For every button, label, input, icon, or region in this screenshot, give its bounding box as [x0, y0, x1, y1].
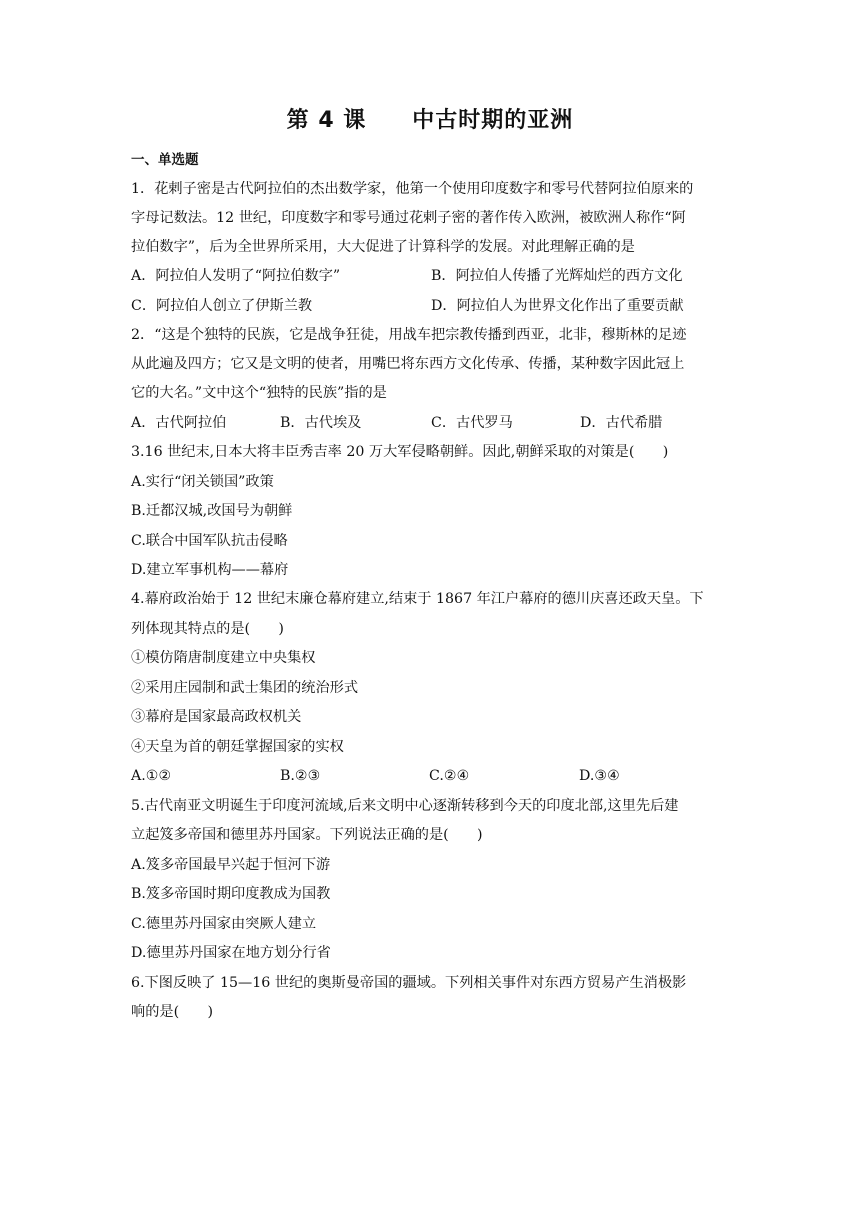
- q4-item-3: ③幕府是国家最高政权机关: [131, 709, 302, 725]
- q2-line-3: 它的大名。”文中这个“独特的民族”指的是: [131, 385, 387, 401]
- page-title: 第 4 课 中古时期的亚洲: [286, 108, 574, 133]
- q6-line-1: 6.下图反映了 15—16 世纪的奥斯曼帝国的疆域。下列相关事件对东西方贸易产生消极影: [131, 975, 687, 991]
- q4-line-2: 列体现其特点的是( ): [131, 621, 284, 637]
- q3-option-b: B.迁都汉城,改国号为朝鲜: [131, 503, 293, 519]
- q5-option-c: C.德里苏丹国家由突厥人建立: [131, 916, 317, 932]
- q5-option-a: A.笈多帝国最早兴起于恒河下游: [131, 857, 331, 873]
- q1-line-2: 字母记数法。12 世纪，印度数字和零号通过花剌子密的著作传入欧洲，被欧洲人称作“阿: [131, 210, 686, 226]
- q4-item-1: ①模仿隋唐制度建立中央集权: [131, 650, 316, 666]
- q4-option-d: D.③④: [579, 768, 620, 784]
- q2-line-2: 从此遍及四方；它又是文明的使者，用嘴巴将东西方文化传承、传播，某种数字因此冠上: [131, 356, 685, 372]
- q3-option-a: A.实行“闭关锁国”政策: [131, 474, 274, 490]
- section-heading: 一、单选题: [131, 152, 199, 168]
- q4-option-b: B.②③: [280, 768, 321, 784]
- q1-line-3: 拉伯数字”，后为全世界所采用，大大促进了计算科学的发展。对此理解正确的是: [131, 239, 635, 255]
- q5-option-d: D.德里苏丹国家在地方划分行省: [131, 945, 331, 961]
- q5-line-1: 5.古代南亚文明诞生于印度河流域,后来文明中心逐渐转移到今天的印度北部,这里先后建: [131, 798, 679, 814]
- q4-option-a: A.①②: [131, 768, 172, 784]
- q2-line-1: 2．“这是个独特的民族，它是战争狂徒，用战车把宗教传播到西亚，北非，穆斯林的足迹: [131, 327, 687, 343]
- q1-option-d: D．阿拉伯人为世界文化作出了重要贡献: [431, 298, 684, 314]
- q1-line-1: 1．花剌子密是古代阿拉伯的杰出数学家，他第一个使用印度数字和零号代替阿拉伯原来的: [131, 181, 694, 197]
- q2-option-a: A．古代阿拉伯: [131, 415, 227, 431]
- q5-option-b: B.笈多帝国时期印度教成为国教: [131, 886, 331, 902]
- q4-option-c: C.②④: [429, 768, 470, 784]
- q3-option-d: D.建立军事机构——幕府: [131, 562, 289, 578]
- q2-option-d: D．古代希腊: [580, 415, 663, 431]
- q2-option-c: C．古代罗马: [431, 415, 513, 431]
- q4-line-1: 4.幕府政治始于 12 世纪末廉仓幕府建立,结束于 1867 年江户幕府的德川庆喜还政天皇。下: [131, 591, 704, 607]
- q5-line-2: 立起笈多帝国和德里苏丹国家。下列说法正确的是( ): [131, 827, 483, 843]
- q6-line-2: 响的是( ): [131, 1004, 214, 1020]
- q2-option-b: B．古代埃及: [280, 415, 362, 431]
- q1-option-a: A．阿拉伯人发明了“阿拉伯数字”: [131, 268, 341, 284]
- q1-option-c: C．阿拉伯人创立了伊斯兰教: [131, 298, 313, 314]
- q3-line-1: 3.16 世纪末,日本大将丰臣秀吉率 20 万大军侵略朝鲜。因此,朝鲜采取的对策是( ): [131, 444, 669, 460]
- q1-option-b: B．阿拉伯人传播了光辉灿烂的西方文化: [431, 268, 683, 284]
- q4-item-2: ②采用庄园制和武士集团的统治形式: [131, 680, 359, 696]
- q4-item-4: ④天皇为首的朝廷掌握国家的实权: [131, 739, 344, 755]
- q3-option-c: C.联合中国军队抗击侵略: [131, 533, 288, 549]
